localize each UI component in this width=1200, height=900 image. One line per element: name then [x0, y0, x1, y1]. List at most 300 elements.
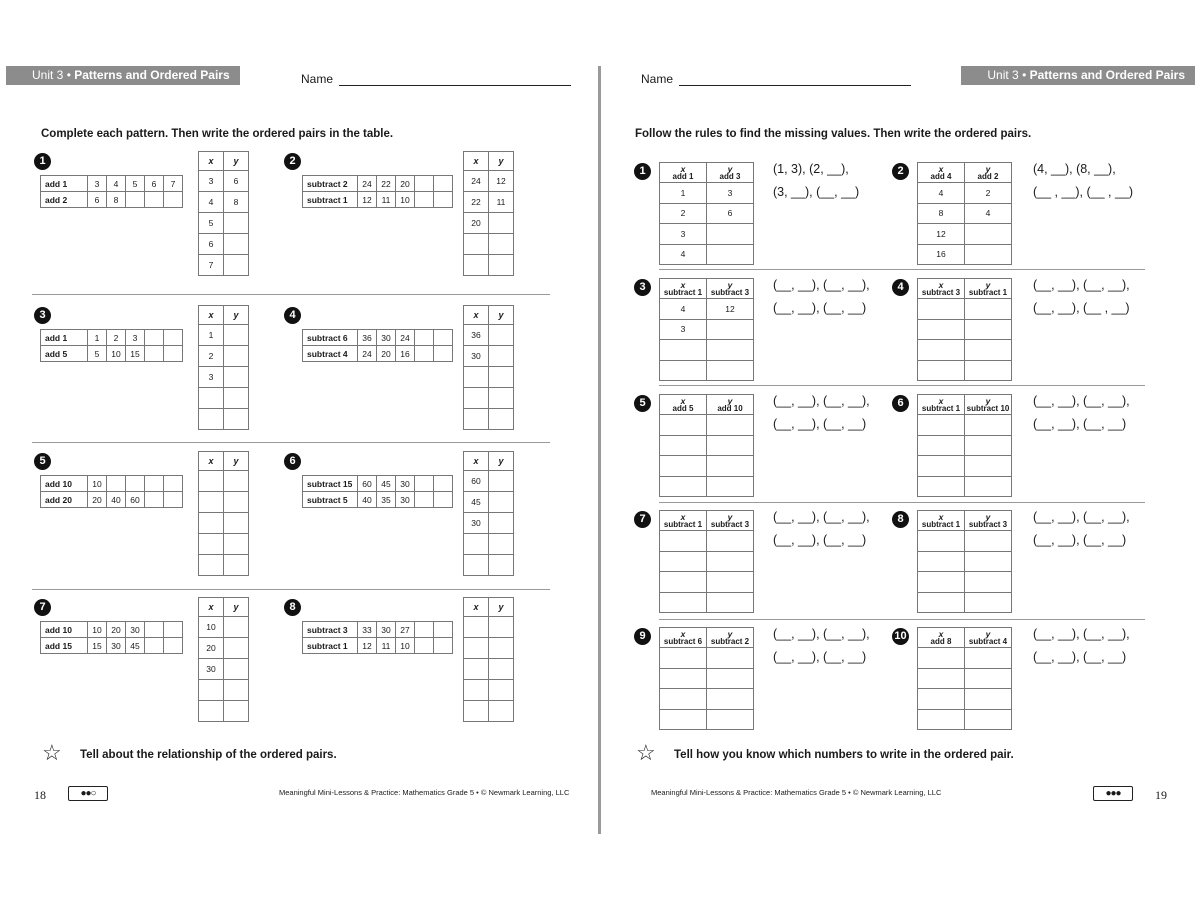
answer-cell[interactable]: [224, 492, 249, 513]
answer-cell[interactable]: [918, 572, 965, 593]
answer-cell[interactable]: [145, 492, 164, 508]
answer-cell[interactable]: [464, 409, 489, 430]
table-row: [918, 709, 1012, 730]
column-header: y: [224, 152, 249, 171]
ordered-pairs-table: [463, 451, 514, 576]
table-row: [660, 668, 754, 689]
problem-number: 7: [34, 599, 51, 616]
answer-cell[interactable]: [415, 346, 434, 362]
answer-cell[interactable]: [660, 709, 707, 730]
answer-cell[interactable]: [660, 668, 707, 689]
variable-label: x: [938, 279, 944, 290]
answer-cell[interactable]: [707, 456, 754, 477]
answer-cell[interactable]: [415, 622, 434, 638]
answer-cell[interactable]: [126, 192, 145, 208]
answer-cell[interactable]: [434, 192, 453, 208]
table-row: [918, 435, 1012, 456]
answer-cell[interactable]: [707, 360, 754, 381]
answer-cell[interactable]: [199, 471, 224, 492]
answer-cell[interactable]: [965, 415, 1012, 436]
answer-cell[interactable]: [224, 471, 249, 492]
table-row: [464, 325, 514, 346]
rule-label: add 5: [672, 403, 694, 413]
answer-cell[interactable]: [224, 234, 249, 255]
answer-cell[interactable]: [965, 456, 1012, 477]
table-row: [199, 513, 249, 534]
variable-label: x: [680, 511, 686, 522]
answer-cell[interactable]: [660, 592, 707, 613]
table-cell: 24: [358, 176, 377, 192]
answer-cell[interactable]: [164, 622, 183, 638]
answer-cell[interactable]: [965, 319, 1012, 340]
rule-label: subtract 6: [663, 636, 703, 646]
answer-cell[interactable]: [707, 531, 754, 552]
table-row: [464, 659, 514, 680]
answer-cell[interactable]: [965, 592, 1012, 613]
column-header: x: [464, 306, 489, 325]
unit-banner: Unit 3 • Patterns and Ordered Pairs: [6, 66, 240, 85]
table-row: [660, 592, 754, 613]
answer-cell[interactable]: [660, 551, 707, 572]
answer-cell[interactable]: [918, 435, 965, 456]
answer-cell[interactable]: [434, 346, 453, 362]
answer-cell[interactable]: [434, 176, 453, 192]
variable-label: y: [985, 511, 991, 522]
answer-cell[interactable]: [464, 234, 489, 255]
answer-cell[interactable]: [199, 680, 224, 701]
answer-cell[interactable]: [707, 551, 754, 572]
column-header: [918, 395, 965, 415]
rule-label: subtract 15: [303, 476, 358, 492]
problem-number: 8: [284, 599, 301, 616]
pattern-table: [40, 621, 183, 654]
answer-cell[interactable]: [965, 244, 1012, 265]
answer-cell[interactable]: [415, 176, 434, 192]
column-header: y: [224, 306, 249, 325]
table-row: [918, 415, 1012, 436]
answer-cell[interactable]: [415, 192, 434, 208]
ordered-pairs-line: (__ , __), (__ , __): [1033, 185, 1134, 199]
table-cell: 12: [358, 192, 377, 208]
ordered-pairs-answer[interactable]: [1033, 506, 1130, 552]
answer-cell[interactable]: [199, 555, 224, 576]
answer-cell[interactable]: [224, 680, 249, 701]
name-field[interactable]: [301, 72, 571, 86]
answer-cell[interactable]: [489, 680, 514, 701]
answer-cell[interactable]: [107, 476, 126, 492]
pattern-table: [302, 329, 453, 362]
answer-cell[interactable]: [224, 213, 249, 234]
answer-cell[interactable]: [224, 617, 249, 638]
answer-cell[interactable]: [434, 622, 453, 638]
answer-cell[interactable]: [224, 388, 249, 409]
name-label: Name: [641, 72, 674, 86]
table-cell: 12: [358, 638, 377, 654]
answer-cell[interactable]: [489, 213, 514, 234]
ordered-pairs-answer[interactable]: [1033, 158, 1133, 204]
table-row: [660, 319, 754, 340]
table-row: [199, 492, 249, 513]
table-cell: 3: [126, 330, 145, 346]
table-row: [199, 255, 249, 276]
answer-cell[interactable]: [707, 648, 754, 669]
answer-cell[interactable]: [489, 638, 514, 659]
answer-cell[interactable]: [489, 534, 514, 555]
pattern-table: [40, 175, 183, 208]
answer-cell[interactable]: [965, 476, 1012, 497]
answer-cell[interactable]: [145, 192, 164, 208]
table-row: [660, 476, 754, 497]
ordered-pairs-answer[interactable]: [1033, 274, 1130, 320]
rule-label: add 2: [41, 192, 88, 208]
answer-cell[interactable]: [489, 659, 514, 680]
answer-cell[interactable]: [224, 701, 249, 722]
answer-cell[interactable]: [965, 531, 1012, 552]
pattern-table: [302, 175, 453, 208]
reflection-prompt: Tell about the relationship of the ordered pairs.: [80, 749, 337, 761]
answer-cell[interactable]: [199, 513, 224, 534]
function-table: [917, 394, 1012, 497]
answer-cell[interactable]: [660, 531, 707, 552]
problem-number: 2: [284, 153, 301, 170]
answer-cell[interactable]: [489, 492, 514, 513]
answer-cell[interactable]: [164, 192, 183, 208]
table-cell: 60: [126, 492, 145, 508]
answer-cell[interactable]: [707, 224, 754, 245]
table-cell: 24: [464, 171, 489, 192]
ordered-pairs-answer[interactable]: [773, 158, 859, 204]
table-cell: 27: [396, 622, 415, 638]
answer-cell[interactable]: [224, 638, 249, 659]
answer-cell[interactable]: [918, 551, 965, 572]
answer-cell[interactable]: [707, 476, 754, 497]
column-header: [660, 163, 707, 183]
answer-cell[interactable]: [918, 340, 965, 361]
table-row: [464, 388, 514, 409]
answer-cell[interactable]: [918, 648, 965, 669]
answer-cell[interactable]: [489, 701, 514, 722]
answer-cell[interactable]: [224, 513, 249, 534]
answer-cell[interactable]: [434, 638, 453, 654]
answer-cell[interactable]: [707, 244, 754, 265]
answer-cell[interactable]: [199, 409, 224, 430]
answer-cell[interactable]: [224, 325, 249, 346]
answer-cell[interactable]: [660, 360, 707, 381]
table-header-row: [464, 452, 514, 471]
answer-cell[interactable]: [707, 435, 754, 456]
answer-cell[interactable]: [434, 476, 453, 492]
variable-label: y: [985, 163, 991, 174]
answer-cell[interactable]: [199, 388, 224, 409]
answer-cell[interactable]: [164, 330, 183, 346]
answer-cell[interactable]: [199, 701, 224, 722]
table-cell: 12: [489, 171, 514, 192]
table-cell: 5: [88, 346, 107, 362]
table-cell: 1: [88, 330, 107, 346]
answer-cell[interactable]: [965, 551, 1012, 572]
table-row: [918, 668, 1012, 689]
table-cell: 20: [88, 492, 107, 508]
table-row: [464, 346, 514, 367]
answer-cell[interactable]: [145, 638, 164, 654]
table-cell: 10: [396, 192, 415, 208]
answer-cell[interactable]: [199, 492, 224, 513]
answer-cell[interactable]: [707, 709, 754, 730]
answer-cell[interactable]: [918, 415, 965, 436]
right-worksheet-page: [603, 66, 1195, 834]
rule-label: add 3: [719, 171, 741, 181]
answer-cell[interactable]: [965, 572, 1012, 593]
answer-cell[interactable]: [464, 255, 489, 276]
ordered-pairs-answer[interactable]: [773, 506, 870, 552]
answer-cell[interactable]: [164, 638, 183, 654]
star-icon: ☆: [636, 740, 656, 765]
table-row: [199, 367, 249, 388]
answer-cell[interactable]: [434, 330, 453, 346]
answer-cell[interactable]: [464, 534, 489, 555]
rule-label: add 20: [41, 492, 88, 508]
answer-cell[interactable]: [224, 409, 249, 430]
answer-cell[interactable]: [489, 555, 514, 576]
answer-cell[interactable]: [918, 531, 965, 552]
answer-cell[interactable]: [707, 340, 754, 361]
answer-cell[interactable]: [660, 648, 707, 669]
answer-cell[interactable]: [464, 555, 489, 576]
answer-cell[interactable]: [199, 534, 224, 555]
answer-cell[interactable]: [415, 476, 434, 492]
answer-cell[interactable]: [918, 689, 965, 710]
answer-cell[interactable]: [660, 689, 707, 710]
answer-cell[interactable]: [489, 346, 514, 367]
table-cell: 30: [107, 638, 126, 654]
name-label: Name: [301, 72, 334, 86]
table-row: [464, 367, 514, 388]
answer-cell[interactable]: [965, 224, 1012, 245]
answer-cell[interactable]: [660, 435, 707, 456]
table-cell: 60: [464, 471, 489, 492]
variable-label: y: [727, 279, 733, 290]
answer-cell[interactable]: [965, 668, 1012, 689]
table-row: [918, 456, 1012, 477]
ordered-pairs-answer[interactable]: [1033, 390, 1130, 436]
ordered-pairs-line: (__, __), (__, __): [773, 533, 867, 547]
answer-cell[interactable]: [660, 476, 707, 497]
answer-cell[interactable]: [464, 701, 489, 722]
table-row: [918, 299, 1012, 320]
reflection-prompt: Tell how you know which numbers to write in the ordered pair.: [674, 749, 1014, 761]
table-row: [199, 555, 249, 576]
answer-cell[interactable]: [707, 319, 754, 340]
rule-label: add 1: [41, 176, 88, 192]
table-header-row: [464, 598, 514, 617]
answer-cell[interactable]: [918, 319, 965, 340]
problem-number: 10: [892, 628, 909, 645]
unit-label: Unit 3: [987, 68, 1019, 82]
ordered-pairs-answer[interactable]: [773, 390, 870, 436]
answer-cell[interactable]: [145, 622, 164, 638]
table-row: [464, 409, 514, 430]
answer-cell[interactable]: [164, 476, 183, 492]
column-header: x: [199, 452, 224, 471]
table-cell: 6: [88, 192, 107, 208]
answer-cell[interactable]: [224, 367, 249, 388]
column-header: [965, 511, 1012, 531]
table-cell: 3: [660, 319, 707, 340]
answer-cell[interactable]: [464, 659, 489, 680]
answer-cell[interactable]: [918, 668, 965, 689]
column-header: x: [199, 306, 224, 325]
answer-cell[interactable]: [434, 492, 453, 508]
rule-label: subtract 2: [710, 636, 750, 646]
pattern-row: [303, 622, 453, 638]
answer-cell[interactable]: [660, 456, 707, 477]
answer-cell[interactable]: [489, 409, 514, 430]
ordered-pairs-table: [198, 305, 249, 430]
ordered-pairs-table: [463, 597, 514, 722]
table-cell: 7: [164, 176, 183, 192]
table-row: [918, 551, 1012, 572]
table-cell: 30: [377, 622, 396, 638]
table-row: [464, 617, 514, 638]
answer-cell[interactable]: [464, 617, 489, 638]
answer-cell[interactable]: [965, 709, 1012, 730]
table-row: [199, 388, 249, 409]
column-header: [965, 628, 1012, 648]
answer-cell[interactable]: [707, 668, 754, 689]
answer-cell[interactable]: [918, 456, 965, 477]
answer-cell[interactable]: [707, 592, 754, 613]
variable-label: x: [680, 279, 686, 290]
answer-cell[interactable]: [164, 346, 183, 362]
answer-cell[interactable]: [707, 572, 754, 593]
table-row: [918, 340, 1012, 361]
answer-cell[interactable]: [918, 709, 965, 730]
table-row: [918, 319, 1012, 340]
answer-cell[interactable]: [489, 471, 514, 492]
table-cell: 3: [707, 183, 754, 204]
answer-cell[interactable]: [145, 476, 164, 492]
answer-cell[interactable]: [464, 680, 489, 701]
name-field[interactable]: [641, 72, 911, 86]
function-table: [659, 510, 754, 613]
copyright-credit: Meaningful Mini-Lessons & Practice: Mathematics Grade 5 • © Newmark Learning, LLC: [651, 788, 942, 797]
answer-cell[interactable]: [464, 367, 489, 388]
table-cell: 20: [396, 176, 415, 192]
problem-number: 5: [634, 395, 651, 412]
pattern-row: [41, 622, 183, 638]
answer-cell[interactable]: [660, 340, 707, 361]
pattern-row: [303, 330, 453, 346]
column-header: y: [489, 452, 514, 471]
answer-cell[interactable]: [660, 572, 707, 593]
answer-cell[interactable]: [489, 367, 514, 388]
table-row: [660, 572, 754, 593]
table-cell: 24: [396, 330, 415, 346]
table-row: [464, 234, 514, 255]
answer-cell[interactable]: [415, 330, 434, 346]
table-header-row: [918, 163, 1012, 183]
answer-cell[interactable]: [224, 534, 249, 555]
table-row: [464, 255, 514, 276]
problem-number: 5: [34, 453, 51, 470]
function-table: [917, 162, 1012, 265]
answer-cell[interactable]: [126, 476, 145, 492]
ordered-pairs-answer[interactable]: [1033, 623, 1130, 669]
rule-label: add 15: [41, 638, 88, 654]
rule-label: add 4: [930, 171, 952, 181]
answer-cell[interactable]: [489, 388, 514, 409]
ordered-pairs-line: (__, __), (__, __),: [773, 510, 870, 524]
answer-cell[interactable]: [145, 330, 164, 346]
rule-label: subtract 5: [303, 492, 358, 508]
table-row: [464, 171, 514, 192]
table-cell: 6: [145, 176, 164, 192]
column-header: [660, 279, 707, 299]
answer-cell[interactable]: [965, 435, 1012, 456]
answer-cell[interactable]: [965, 340, 1012, 361]
answer-cell[interactable]: [145, 346, 164, 362]
column-header: [965, 395, 1012, 415]
answer-cell[interactable]: [464, 638, 489, 659]
table-row: [199, 234, 249, 255]
copyright-credit: Meaningful Mini-Lessons & Practice: Mathematics Grade 5 • © Newmark Learning, LLC: [279, 788, 570, 797]
pattern-table: [302, 475, 453, 508]
table-cell: 4: [107, 176, 126, 192]
answer-cell[interactable]: [164, 492, 183, 508]
function-table: [659, 394, 754, 497]
answer-cell[interactable]: [918, 299, 965, 320]
answer-cell[interactable]: [965, 648, 1012, 669]
ordered-pairs-line: (__, __), (__, __): [773, 650, 867, 664]
ordered-pairs-answer[interactable]: [773, 274, 870, 320]
answer-cell[interactable]: [224, 346, 249, 367]
answer-cell[interactable]: [224, 555, 249, 576]
answer-cell[interactable]: [707, 415, 754, 436]
table-row: [464, 680, 514, 701]
answer-cell[interactable]: [224, 659, 249, 680]
ordered-pairs-line: (3, __), (__, __): [773, 185, 860, 199]
answer-cell[interactable]: [918, 360, 965, 381]
rule-label: subtract 3: [710, 287, 750, 297]
answer-cell[interactable]: [965, 360, 1012, 381]
answer-cell[interactable]: [918, 476, 965, 497]
rule-label: add 2: [977, 171, 999, 181]
answer-cell[interactable]: [489, 325, 514, 346]
answer-cell[interactable]: [489, 255, 514, 276]
table-row: [918, 244, 1012, 265]
answer-cell[interactable]: [489, 513, 514, 534]
table-header-row: [199, 152, 249, 171]
answer-cell[interactable]: [415, 492, 434, 508]
answer-cell[interactable]: [965, 689, 1012, 710]
ordered-pairs-answer[interactable]: [773, 623, 870, 669]
table-cell: 35: [377, 492, 396, 508]
table-cell: 10: [88, 476, 107, 492]
answer-cell[interactable]: [224, 255, 249, 276]
answer-cell[interactable]: [965, 299, 1012, 320]
answer-cell[interactable]: [918, 592, 965, 613]
variable-label: x: [938, 163, 944, 174]
answer-cell[interactable]: [707, 689, 754, 710]
pattern-row: [41, 492, 183, 508]
answer-cell[interactable]: [660, 415, 707, 436]
ordered-pairs-line: (__, __), (__, __): [773, 417, 867, 431]
answer-cell[interactable]: [489, 234, 514, 255]
table-cell: 2: [965, 183, 1012, 204]
answer-cell[interactable]: [415, 638, 434, 654]
answer-cell[interactable]: [489, 617, 514, 638]
answer-cell[interactable]: [464, 388, 489, 409]
